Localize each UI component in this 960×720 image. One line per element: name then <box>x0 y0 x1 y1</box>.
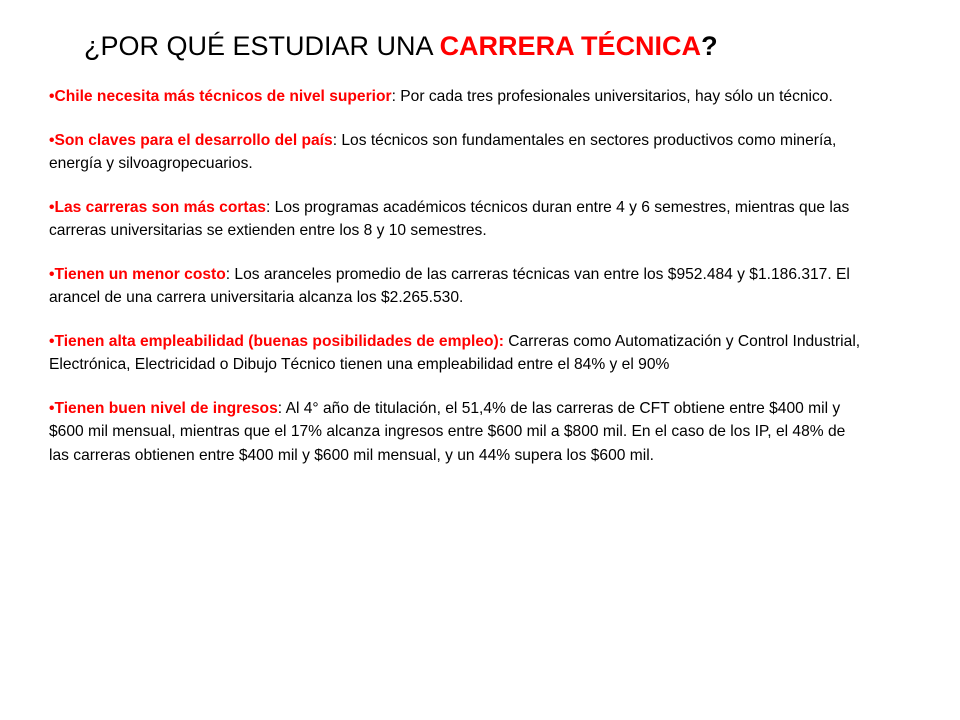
bullet-marker: • <box>49 131 55 149</box>
title-prefix: ¿POR QUÉ ESTUDIAR UNA <box>84 31 440 61</box>
bullet-separator: : <box>332 131 338 149</box>
bullet-lead: Las carreras son más cortas <box>54 198 266 216</box>
bullet-lead: Tienen buen nivel de ingresos <box>54 399 278 417</box>
bullet-list <box>49 85 861 487</box>
list-item <box>49 263 861 310</box>
bullet-marker: • <box>49 88 55 105</box>
bullet-body: Carreras como Automatización y Control Industrial, Electrónica, Electricidad o Dibujo Técnico tienen una empleabilidad entre el 84% y el 90% <box>49 332 861 373</box>
bullet-separator: : <box>265 198 271 216</box>
bullet-body: Los programas académicos técnicos duran entre 4 y 6 semestres, mientras que las carreras universitarias se extienden entre los 8 y 10 semestres. <box>49 198 850 239</box>
title-accent: CARRERA TÉCNICA <box>439 31 702 61</box>
list-item <box>49 330 861 377</box>
bullet-marker: • <box>49 198 55 216</box>
bullet-marker: • <box>49 265 55 283</box>
bullet-body: Al 4° año de titulación, el 51,4% de las carreras de CFT obtiene entre $400 mil y $600 mil mensual, mientras que el 17% alcanza ingresos entre $600 mil a $800 mil. En el caso de los IP, el 48% de las carreras obtienen entre $400 mil y $600 mil mensual, y un 44% supera los $600 mil. <box>49 399 846 464</box>
bullet-separator: : <box>225 265 231 283</box>
bullet-separator: : <box>277 399 283 417</box>
bullet-lead: Tienen un menor costo <box>54 265 226 283</box>
bullet-marker: • <box>49 332 55 350</box>
title-suffix: ? <box>701 31 718 61</box>
bullet-marker: • <box>49 399 55 417</box>
bullet-body: Por cada tres profesionales universitarios, hay sólo un técnico. <box>395 88 833 105</box>
bullet-body: Los técnicos son fundamentales en sectores productivos como minería, energía y silvoagropecuarios. <box>49 131 837 172</box>
list-item <box>49 397 861 468</box>
bullet-body: Los aranceles promedio de las carreras técnicas van entre los $952.484 y $1.186.317. El arancel de una carrera universitaria alcanza los $2.265.530. <box>49 265 850 306</box>
bullet-lead: Chile necesita más técnicos de nivel superior <box>54 88 392 105</box>
list-item <box>49 196 861 243</box>
page-title <box>84 26 884 66</box>
bullet-lead: Tienen alta empleabilidad (buenas posibilidades de empleo): <box>54 332 504 350</box>
bullet-lead: Son claves para el desarrollo del país <box>54 131 333 149</box>
list-item <box>49 129 861 176</box>
list-item <box>49 85 861 109</box>
bullet-separator: : <box>391 88 396 105</box>
